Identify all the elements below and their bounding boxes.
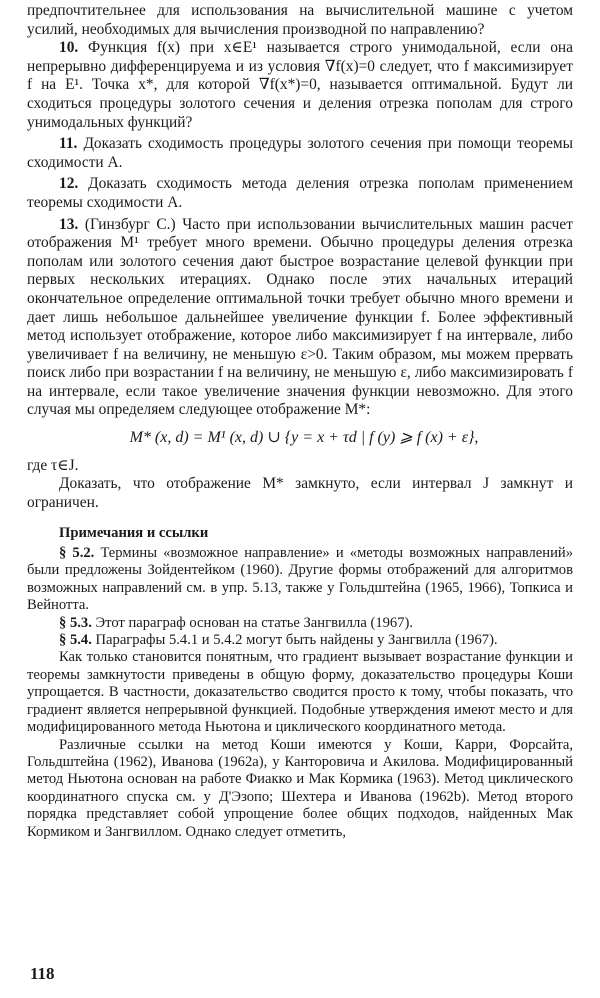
exercise-10 xyxy=(27,39,573,132)
book-page xyxy=(27,2,573,841)
page-number: 118 xyxy=(30,964,55,983)
paragraph-gradient: Как только становится понятным, что градиент вызывает возрастание функции и теоремы замкнутости приведены в общую форму, доказательство процедуры Коши упрощается. В частности, доказательство сводится просто к тому, чтобы показать, что градиент является непрерывной функцией. Подобные утверждения имеют место и для модифицированного метода Ньютона и циклического координатного метода. xyxy=(27,649,573,736)
paragraph-references: Различные ссылки на метод Коши имеются у Коши, Карри, Форсайта, Гольдштейна (1962), Иванова (1962a), у Канторовича и Акилова. Модифицированный метод Ньютона основан на работе Фиакко и Мак Кормика (1963). Метод циклического координатного спуска см. у Д'Эзопо; Шехтера и Иванова (1962b). Метод второго порядка представляет собой упрощение более общих подходов, найденных Мак Кормиком и Зангвиллом. Однако следует отметить, xyxy=(27,736,573,840)
notes-section xyxy=(27,545,573,841)
note-5-2 xyxy=(27,545,573,615)
exercise-number: 11. xyxy=(59,135,78,153)
exercise-number: 12. xyxy=(59,175,79,193)
exercise-text: Функция f(x) при x∈E¹ называется строго унимодальной, если она непрерывно дифференцируема и из условия ∇f(x)=0 следует, что f максимизирует f на E¹. Точка x*, для которой ∇f(x*)=0, называется оптимальной. Будут ли сходиться процедуры золотого сечения и деления отрезка пополам для строго унимодальных функций? xyxy=(27,39,573,131)
exercise-11 xyxy=(27,135,573,172)
formula-where: где τ∈J. xyxy=(27,456,79,474)
note-text: Этот параграф основан на статье Зангвилла (1967). xyxy=(95,614,414,631)
section-ref: § 5.3. xyxy=(59,614,92,631)
section-ref: § 5.2. xyxy=(59,545,95,562)
exercise-number: 10. xyxy=(59,39,79,57)
notes-heading: Примечания и ссылки xyxy=(59,525,209,542)
formula-mapping: M* (x, d) = M¹ (x, d) ∪ {y = x + τd | f (y) ⩾ f (x) + ε}, xyxy=(129,429,479,447)
exercise-13 xyxy=(27,216,573,421)
section-ref: § 5.4. xyxy=(59,632,92,649)
note-text: Термины «возможное направление» и «методы возможных направлений» были предложены Зойдентейком (1960). Другие формы отображений для алгоритмов возможных направлений см. в упр. 5.13, также у Гольдштейна (1965, 1966), Топкиса и Вейнотта. xyxy=(27,545,573,614)
note-text: Параграфы 5.4.1 и 5.4.2 могут быть найдены у Зангвилла (1967). xyxy=(95,632,498,649)
note-5-4 xyxy=(27,632,573,649)
note-5-3 xyxy=(27,615,573,632)
exercise-number: 13. xyxy=(59,215,79,233)
exercise-text: Доказать сходимость метода деления отрезка пополам применением теоремы сходимости А. xyxy=(27,175,573,211)
exercise-text: (Гинзбург С.) Часто при использовании вычислительных машин расчет отображения M¹ требует много времени. Обычно процедуры деления отрезка пополам или золотого сечения дают быстрое возрастание целевой функции при первых нескольких итерациях. Однако после этих начальных итераций окончательное определение оптимальной точки требует обычно много времени и дает лишь небольшое дальнейшее увеличение функции f. Более эффективный метод использует отображение, которое либо максимизирует f на интервале, либо увеличивает f на величину, не меньшую ε>0. Таким образом, мы можем прервать поиск либо при возрастании f на величину, не меньшую ε, либо максимизировать f на интервале, если такое увеличение значения функции невозможно. Для этого случая мы определяем следующее отображение M*: xyxy=(27,215,573,419)
paragraph-intro: предпочтительнее для использования на вычислительной машине с учетом усилий, необходимых для вычисления производной по направлению? xyxy=(27,2,573,38)
exercise-text: Доказать сходимость процедуры золотого сечения при помощи теоремы сходимости А. xyxy=(27,135,573,171)
exercise-12 xyxy=(27,175,573,212)
paragraph-prove: Доказать, что отображение M* замкнуто, если интервал J замкнут и ограничен. xyxy=(27,475,573,511)
